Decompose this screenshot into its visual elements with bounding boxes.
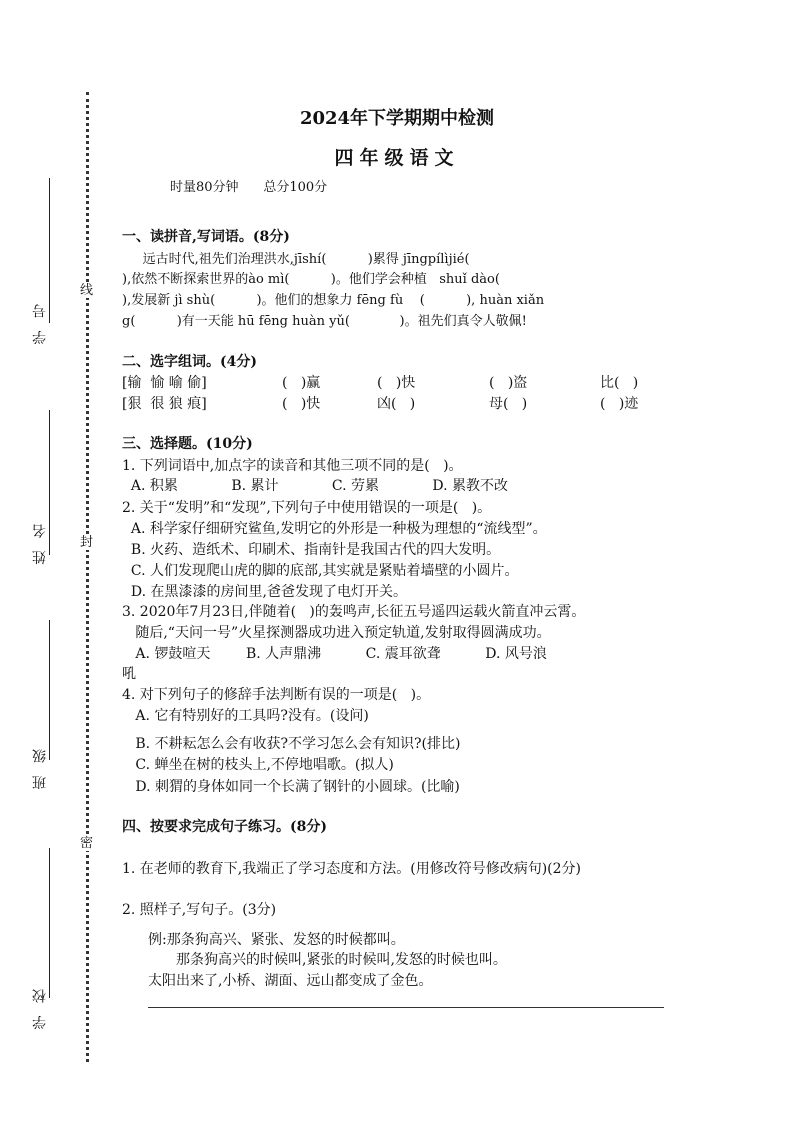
class-blank[interactable] [49,620,50,760]
section1-line: ),发展新 jì shù( )。他们的想象力 fēng fù ( ), huàn xiǎn [122,293,545,308]
student-number-label: 学 号 [32,300,48,345]
question-line: 1. 下列词语中,加点字的读音和其他三项不同的是( )。 [122,458,463,474]
subject-title: 四年级语文 [334,147,460,169]
section1-line: g( )有一天能 hū fēng huàn yǔ( )。祖先们真令人敬佩! [122,314,527,329]
section1-line: ),依然不断探索世界的ào mì( )。他们学会种植 shuǐ dào( [122,272,500,287]
example-sentence-1: 例:那条狗高兴、紧张、发怒的时候都叫。 [148,932,405,948]
section2-heading: 二、选字组词。(4分) [122,354,257,370]
section2-blank[interactable]: ( )迹 [600,396,639,412]
section2-blank[interactable]: ( )快 [377,375,416,391]
school-blank[interactable] [49,848,50,998]
section2-blank[interactable]: 母( ) [489,396,528,412]
section2-blank[interactable]: 比( ) [600,375,639,391]
option-line: D. 刺猬的身体如同一个长满了钢针的小圆球。(比喻) [122,779,460,795]
practice-sentence: 太阳出来了,小桥、湖面、远山都变成了金色。 [148,973,433,989]
exam-title: 2024年下学期期中检测 [299,108,495,129]
seal-mark-seal: 封 [80,535,94,550]
options-line: A. 锣鼓喧天 B. 人声鼎沸 C. 震耳欲聋 D. 风号浪 [122,646,547,662]
option-line: C. 人们发现爬山虎的脚的底部,其实就是紧贴着墙壁的小圆片。 [122,563,519,579]
section1-line: 远古时代,祖先们治理洪水,jīshí( )累得 jīngpílìjié( [122,252,470,267]
question-line: 2. 关于“发明”和“发现”,下列句子中使用错误的一项是( )。 [122,500,492,516]
class-label: 班 级 [32,745,48,790]
section2-blank[interactable]: ( )盗 [489,375,528,391]
option-line: A. 它有特别好的工具吗?没有。(设问) [122,708,369,724]
option-line: B. 火药、造纸术、印刷术、指南针是我国古代的四大发明。 [122,542,501,558]
school-label: 学 校 [32,985,48,1030]
seal-mark-line: 线 [80,283,94,298]
option-line: D. 在黑漆漆的房间里,爸爸发现了电灯开关。 [122,584,407,600]
question-line: 随后,“天问一号”火星探测器成功进入预定轨道,发射取得圆满成功。 [122,625,551,641]
section2-row-1-chars: [输 愉 喻 偷] [122,375,207,391]
options-line-wrap: 吼 [122,666,136,682]
binding-dotted-line [86,92,89,1062]
section3-heading: 三、选择题。(10分) [122,436,253,452]
section4-question-1: 1. 在老师的教育下,我端正了学习态度和方法。(用修改符号修改病句)(2分) [122,861,582,877]
section2-blank[interactable]: 凶( ) [377,396,416,412]
example-sentence-2: 那条狗高兴的时候叫,紧张的时候叫,发怒的时候也叫。 [176,952,507,968]
option-line: A. 科学家仔细研究鲨鱼,发明它的外形是一种极为理想的“流线型”。 [122,521,547,537]
question-line: 4. 对下列句子的修辞手法判断有误的一项是( )。 [122,687,431,703]
section4-question-2: 2. 照样子,写句子。(3分) [122,902,277,918]
option-line: B. 不耕耘怎么会有收获?不学习怎么会有知识?(排比) [122,736,461,752]
section2-row-2-chars: [狠 很 狼 痕] [122,396,207,412]
option-line: C. 蝉坐在树的枝头上,不停地唱歌。(拟人) [122,757,394,773]
section4-heading: 四、按要求完成句子练习。(8分) [122,819,327,835]
section2-blank[interactable]: ( )快 [282,396,321,412]
options-line: A. 积累 B. 累计 C. 劳累 D. 累教不改 [122,478,509,494]
question-line: 3. 2020年7月23日,伴随着( )的轰鸣声,长征五号遥四运载火箭直冲云霄。 [122,604,586,620]
exam-meta: 时量80分钟 总分100分 [170,180,328,195]
name-label: 姓 名 [32,520,48,565]
seal-mark-secret: 密 [80,836,94,851]
section1-heading: 一、读拼音,写词语。(8分) [122,229,290,245]
section2-blank[interactable]: ( )赢 [282,375,321,391]
answer-line[interactable] [148,1007,664,1008]
